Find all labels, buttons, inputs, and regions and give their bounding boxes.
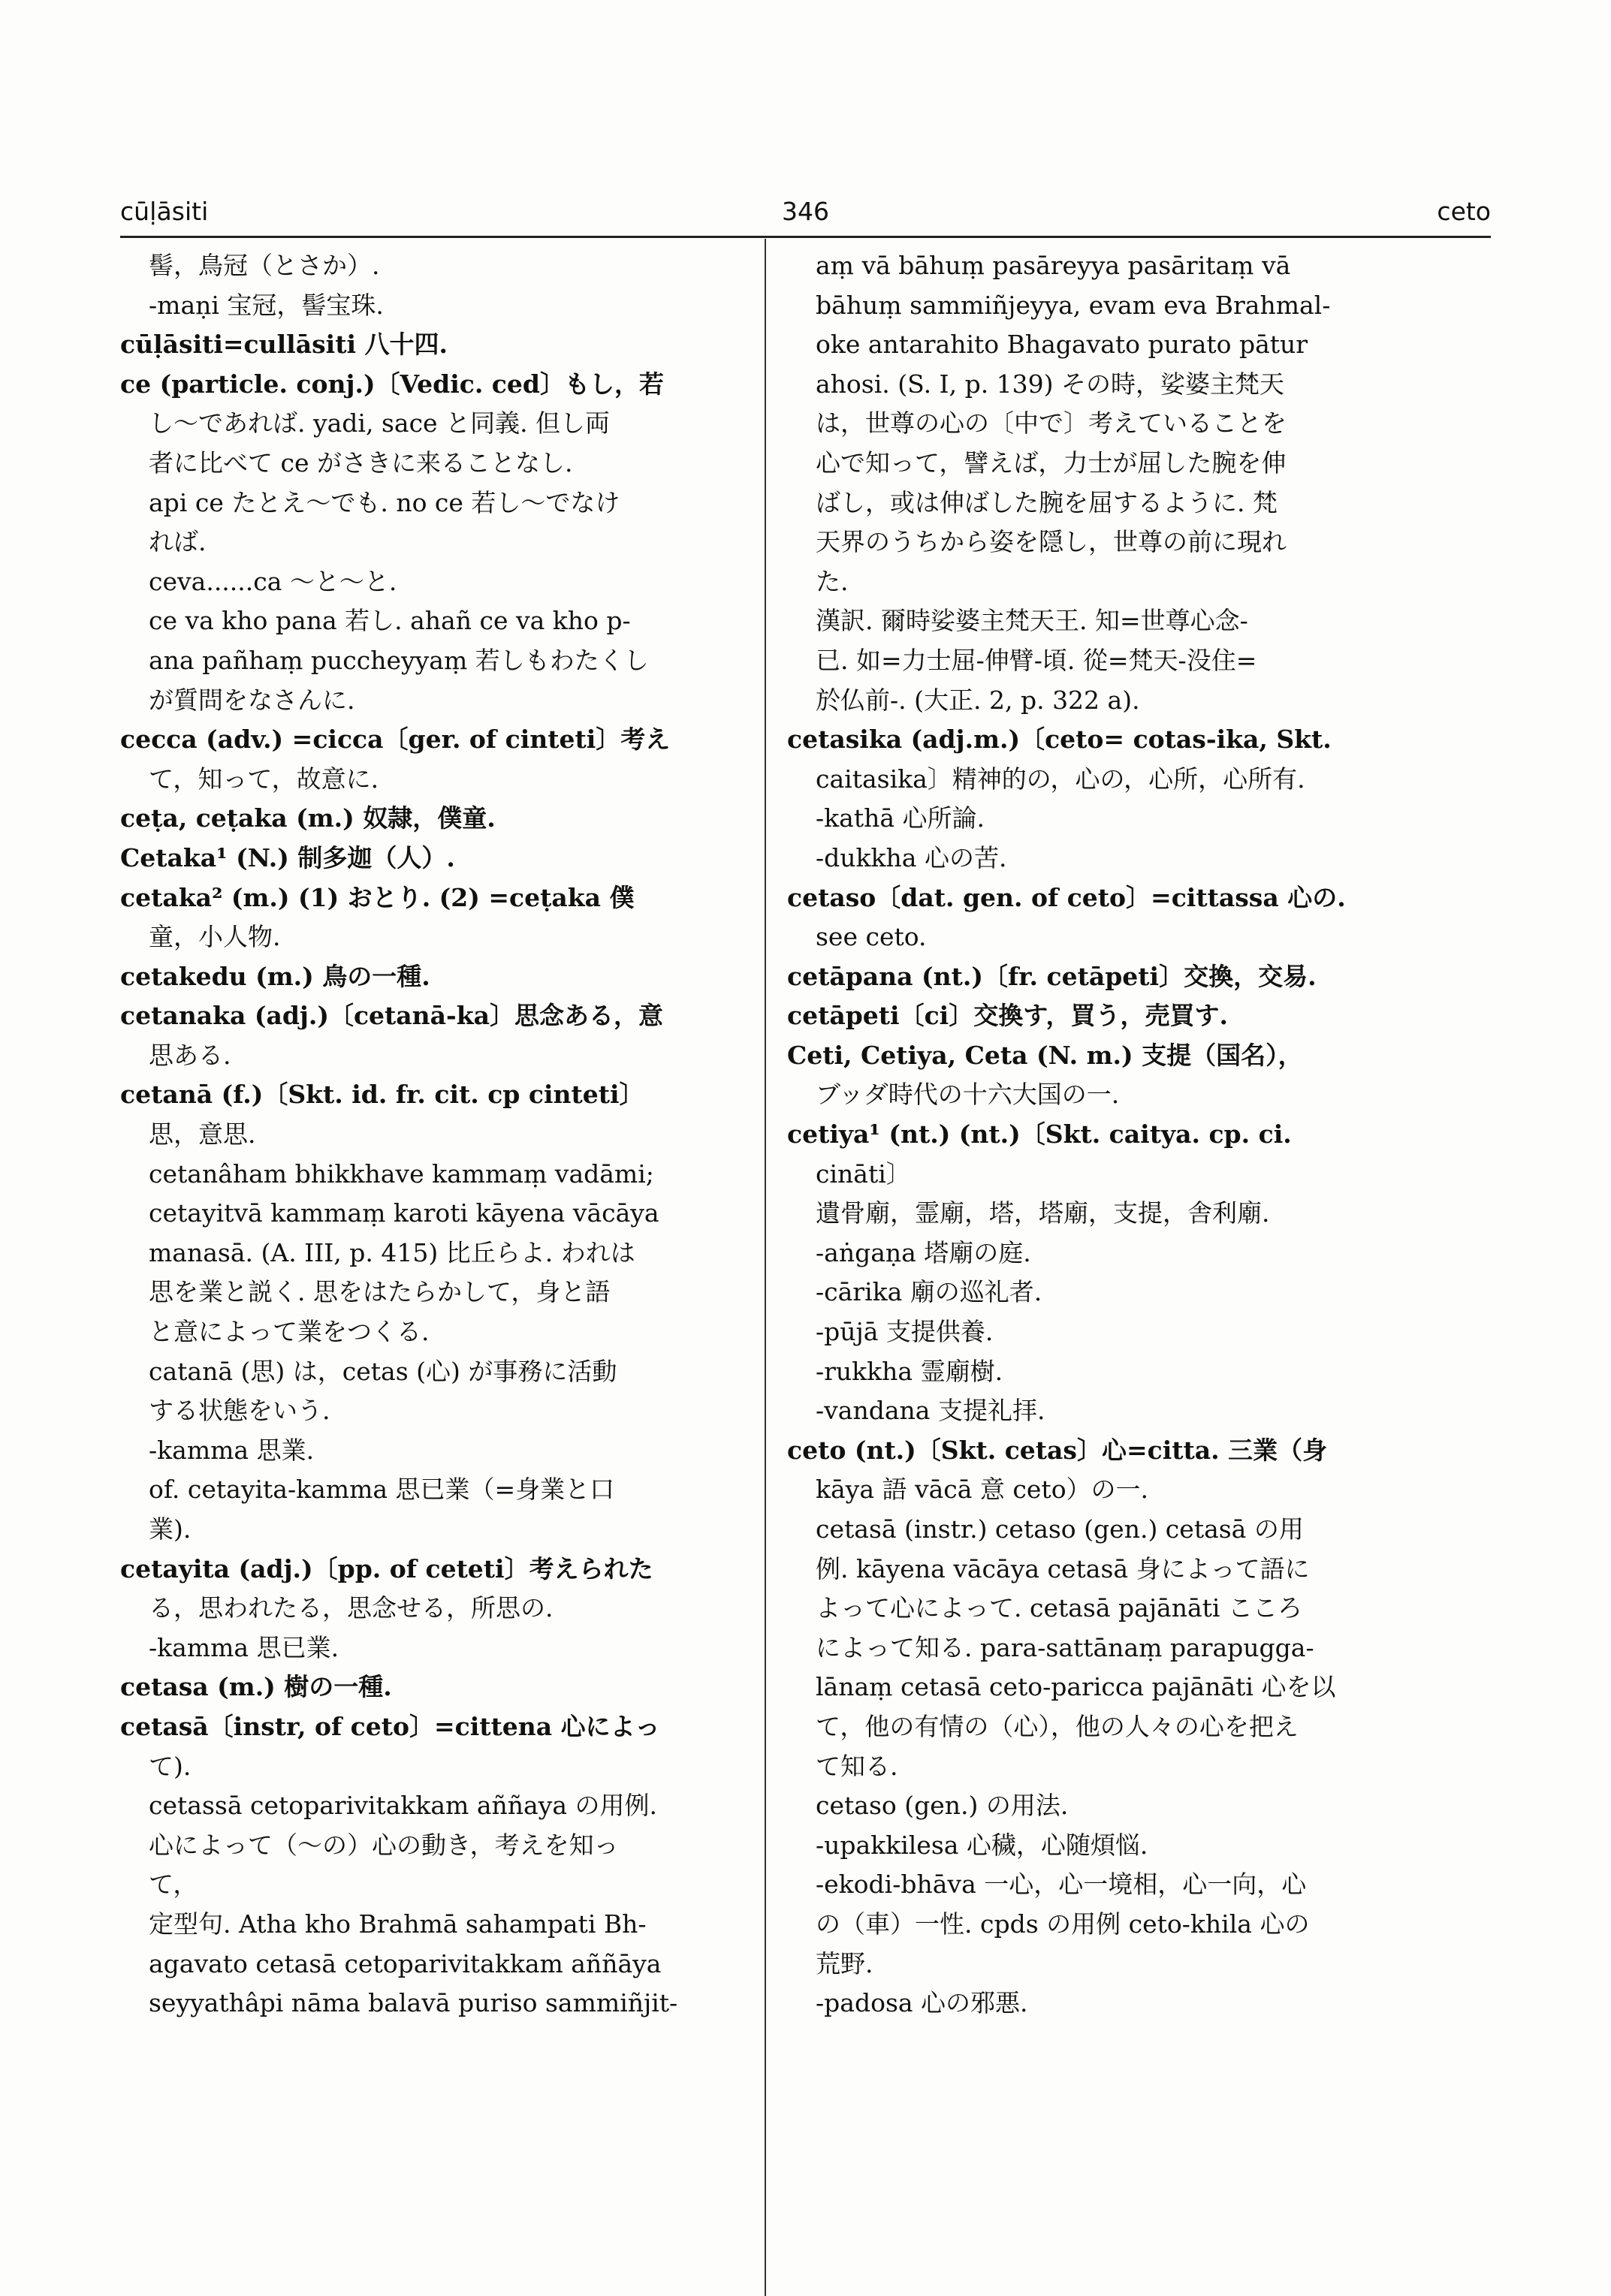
entry-text-line: の（車）一性. cpds の用例 ceto-khila 心の <box>816 1909 1310 1939</box>
entry-text-line: ahosi. (S. I, p. 139) その時，娑婆主梵天 <box>816 369 1285 399</box>
entry-text-line: 思ある. <box>149 1040 231 1070</box>
entry-text-line: 者に比べて ce がさきに来ることなし. <box>149 447 573 478</box>
entry-text-line: caitasika〕精神的の，心の，心所，心所有. <box>816 764 1305 794</box>
entry-text-line: ceva......ca ～と～と. <box>149 566 397 596</box>
entry-text-line: -maṇi 宝冠，髻宝珠. <box>149 290 384 320</box>
entry-text-line: ブッダ時代の十六大国の一. <box>816 1080 1120 1110</box>
entry-text-line: する状態をいう. <box>149 1396 330 1426</box>
entry-text-line: し～であれば. yadi, sace と同義. 但し両 <box>149 408 611 438</box>
entry-text-line: 心によって（～の）心の動き，考えを知っ <box>149 1830 619 1860</box>
entry-text-line: 心で知って，譬えば，力士が屈した腕を伸 <box>816 447 1287 478</box>
entry-headword-line: Ceti, Cetiya, Ceta (N. m.) 支提（国名）， <box>787 1040 1303 1070</box>
entry-text-line: -rukkha 霊廟樹. <box>816 1356 1003 1386</box>
entry-text-line: て，知って，故意に. <box>149 764 379 794</box>
entry-text-line: が質問をなさんに. <box>149 685 355 715</box>
entry-text-line: 思を業と説く. 思をはたらかして，身と語 <box>149 1277 611 1307</box>
entry-text-line: ばし，或は伸ばした腕を屈するように. 梵 <box>816 487 1278 517</box>
entry-text-line: cetaso (gen.) の用法. <box>816 1791 1069 1821</box>
entry-text-line: -upakkilesa 心穢，心随煩悩. <box>816 1830 1148 1860</box>
entry-text-line: cināti〕 <box>816 1159 911 1189</box>
entry-text-line: 漢訳. 爾時娑婆主梵天王. 知=世尊心念- <box>816 606 1248 636</box>
entry-text-line: て，他の有情の（心），他の人々の心を把え <box>816 1711 1299 1741</box>
entry-text-line: cetasā (instr.) cetaso (gen.) cetasā の用 <box>816 1514 1304 1544</box>
header-first-word: cūḷāsiti <box>120 197 209 226</box>
entry-text-line: -pūjā 支提供養. <box>816 1317 994 1347</box>
entry-text-line: と意によって業をつくる. <box>149 1317 430 1347</box>
entry-text-line: -dukkha 心の苦. <box>816 842 1007 872</box>
entry-text-line: cetanâham bhikkhave kammaṃ vadāmi; <box>149 1159 654 1189</box>
entry-text-line: 思，意思. <box>149 1119 256 1150</box>
entry-text-line: see ceto. <box>816 922 927 952</box>
entry-text-line: -cārika 廟の巡礼者. <box>816 1277 1042 1307</box>
entry-text-line: れば. <box>149 527 207 557</box>
entry-headword-line: cecca (adv.) =cicca〔ger. of cinteti〕考え <box>120 725 671 755</box>
entry-text-line: 童，小人物. <box>149 922 281 952</box>
entry-text-line: て知る. <box>816 1751 898 1781</box>
entry-text-line: 荒野. <box>816 1948 873 1978</box>
entry-text-line: -vandana 支提礼拝. <box>816 1396 1045 1426</box>
entry-text-line: によって知る. para-sattānaṃ parapugga- <box>816 1632 1314 1662</box>
entry-text-line: -kamma 思已業. <box>149 1632 339 1662</box>
entry-headword-line: cetiya¹ (nt.) (nt.)〔Skt. caitya. cp. ci. <box>787 1119 1292 1150</box>
entry-text-line: て， <box>149 1870 198 1900</box>
entry-headword-line: Cetaka¹ (N.) 制多迦（人）. <box>120 842 455 872</box>
entry-headword-line: cūḷāsiti=cullāsiti 八十四. <box>120 330 448 360</box>
entry-text-line: api ce たとえ～でも. no ce 若し～でなけ <box>149 487 620 517</box>
entry-text-line: は，世尊の心の〔中で〕考えていることを <box>816 408 1287 438</box>
entry-text-line: 例. kāyena vācāya cetasā 身によって語に <box>816 1553 1310 1583</box>
entry-headword-line: ceṭa, ceṭaka (m.) 奴隷，僕童. <box>120 803 496 833</box>
entry-text-line: て). <box>149 1751 192 1781</box>
entry-text-line: ana pañhaṃ puccheyyaṃ 若しもわたくし <box>149 645 649 675</box>
running-header <box>120 197 1491 234</box>
entry-headword-line: cetanā (f.)〔Skt. id. fr. cit. cp cinteti〕 <box>120 1080 644 1110</box>
entry-text-line: aṃ vā bāhuṃ pasāreyya pasāritaṃ vā <box>816 251 1291 280</box>
entry-text-line: た. <box>816 566 849 596</box>
entry-text-line: ce va kho pana 若し. ahañ ce va kho p- <box>149 606 631 636</box>
header-last-word: ceto <box>1437 197 1491 226</box>
entry-text-line: cetayitvā kammaṃ karoti kāyena vācāya <box>149 1198 659 1228</box>
entry-headword-line: cetaka² (m.) (1) おとり. (2) =ceṭaka 僕 <box>120 882 635 912</box>
entry-text-line: 遺骨廟，霊廟，塔，塔廟，支提，舎利廟. <box>816 1198 1270 1228</box>
entry-headword-line: cetanaka (adj.)〔cetanā-ka〕思念ある，意 <box>120 1001 663 1031</box>
column-divider <box>765 239 766 2296</box>
entry-text-line: of. cetayita-kamma 思已業（=身業と口 <box>149 1475 615 1505</box>
entry-text-line: lānaṃ cetasā ceto-paricca pajānāti 心を以 <box>816 1672 1336 1702</box>
entry-headword-line: cetayita (adj.)〔pp. of ceteti〕考えられた <box>120 1553 653 1583</box>
entry-text-line: manasā. (A. III, p. 415) 比丘らよ. われは <box>149 1237 635 1267</box>
entry-text-line: -ekodi-bhāva 一心，心一境相，心一向，心 <box>816 1870 1307 1900</box>
entry-text-line: 定型句. Atha kho Brahmā sahampati Bh- <box>149 1909 647 1939</box>
entry-headword-line: cetāpeti〔ci〕交換す，買う，売買す. <box>787 1001 1229 1031</box>
entry-headword-line: cetasā〔instr, of ceto〕=cittena 心によっ <box>120 1711 660 1741</box>
page-number: 346 <box>782 197 829 226</box>
entry-text-line: -kathā 心所論. <box>816 803 985 833</box>
entry-headword-line: ce (particle. conj.)〔Vedic. ced〕もし，若 <box>120 369 664 399</box>
header-rule <box>120 236 1491 238</box>
left-column <box>120 246 744 2023</box>
right-column <box>787 246 1388 2023</box>
entry-text-line: 髻，鳥冠（とさか）. <box>149 251 380 280</box>
entry-text-line: 業). <box>149 1514 192 1544</box>
entry-headword-line: cetasika (adj.m.)〔ceto= cotas-ika, Skt. <box>787 725 1332 755</box>
entry-text-line: kāya 語 vācā 意 ceto）の一. <box>816 1475 1149 1505</box>
entry-text-line: 於仏前-. (大正. 2, p. 322 a). <box>816 685 1140 715</box>
entry-headword-line: cetasa (m.) 樹の一種. <box>120 1672 392 1702</box>
entry-text-line: bāhuṃ sammiñjeyya, evam eva Brahmal- <box>816 290 1331 320</box>
entry-headword-line: cetaso〔dat. gen. of ceto〕=cittassa 心の. <box>787 882 1346 912</box>
entry-text-line: agavato cetasā cetoparivitakkam aññāya <box>149 1948 662 1978</box>
entry-text-line: cetassā cetoparivitakkam aññaya の用例. <box>149 1791 657 1821</box>
entry-text-line: -aṅgaṇa 塔廟の庭. <box>816 1237 1031 1267</box>
entry-headword-line: cetakedu (m.) 鳥の一種. <box>120 961 430 991</box>
entry-text-line: よって心によって. cetasā pajānāti こころ <box>816 1593 1302 1623</box>
entry-text-line: catanā (思) は，cetas (心) が事務に活動 <box>149 1356 617 1386</box>
entry-text-line: -kamma 思業. <box>149 1435 315 1465</box>
entry-headword-line: cetāpana (nt.)〔fr. cetāpeti〕交換，交易. <box>787 961 1317 991</box>
entry-text-line: る，思われたる，思念せる，所思の. <box>149 1593 554 1623</box>
entry-text-line: 天界のうちから姿を隠し，世尊の前に現れ <box>816 527 1287 557</box>
entry-text-line: seyyathâpi nāma balavā puriso sammiñjit- <box>149 1988 678 2018</box>
entry-text-line: oke antarahito Bhagavato purato pātur <box>816 330 1308 360</box>
entry-headword-line: ceto (nt.)〔Skt. cetas〕心=citta. 三業（身 <box>787 1435 1328 1465</box>
entry-text-line: -padosa 心の邪悪. <box>816 1988 1028 2018</box>
entry-text-line: 已. 如=力士屈-伸臂-頃. 從=梵天-没住= <box>816 645 1257 675</box>
